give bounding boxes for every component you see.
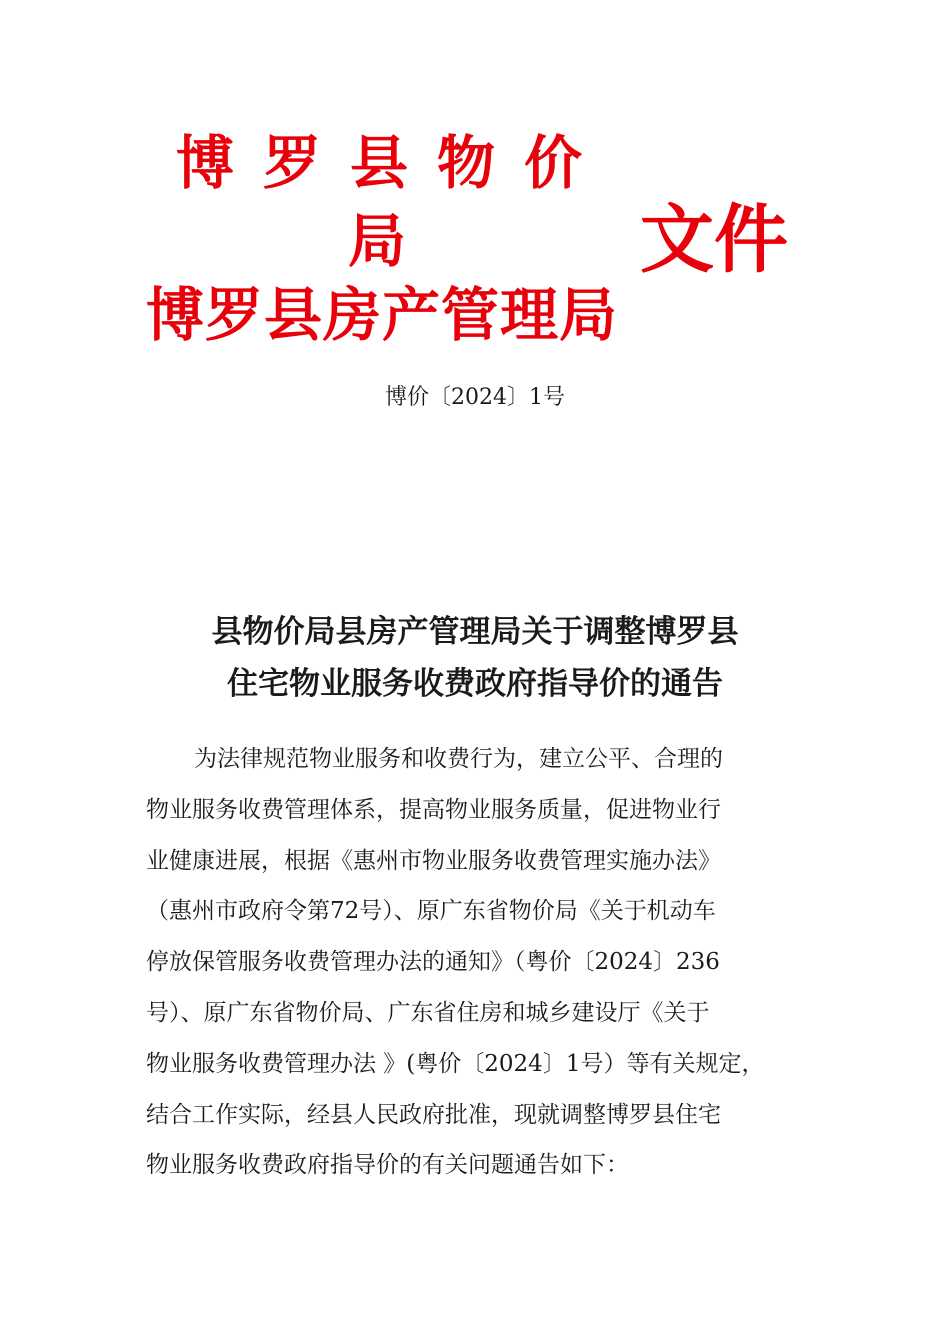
notice-body [146, 734, 826, 1191]
notice-title-line-1: 县物价局县房产管理局关于调整博罗县 [211, 614, 739, 650]
body-line: （惠州市政府令第72号）、原广东省物价局《关于机动车 [146, 898, 716, 925]
notice-title-line-2: 住宅物业服务收费政府指导价的通告 [227, 666, 723, 702]
notice-title [0, 606, 950, 710]
body-line: 号）、原广东省物价局、广东省住房和城乡建设厅《关于 [146, 999, 710, 1026]
issuer-price-bureau: 博罗县物价 [176, 129, 612, 197]
issuer-price-bureau-suffix: 局 [348, 207, 407, 275]
body-line: 结合工作实际，经县人民政府批准，现就调整博罗县住宅 [146, 1101, 721, 1128]
issuer-housing-bureau: 博罗县房产管理局 [146, 281, 619, 349]
document-word: 文件 [640, 197, 788, 283]
body-line: 物业服务收费政府指导价的有关问题通告如下： [146, 1152, 629, 1179]
document-header [0, 0, 950, 360]
body-line: 物业服务收费管理体系，提高物业服务质量，促进物业行 [146, 796, 721, 823]
body-line: 为法律规范物业服务和收费行为，建立公平、合理的 [194, 746, 723, 772]
document-number: 博价〔2024〕1号 [385, 385, 565, 410]
body-line: 业健康进展，根据《惠州市物业服务收费管理实施办法》 [146, 847, 721, 874]
body-line: 物业服务收费管理办法 》(粤价〔2024〕1号）等有关规定， [146, 1050, 765, 1077]
body-line: 停放保管服务收费管理办法的通知》（粤价〔2024〕236 [146, 949, 720, 976]
